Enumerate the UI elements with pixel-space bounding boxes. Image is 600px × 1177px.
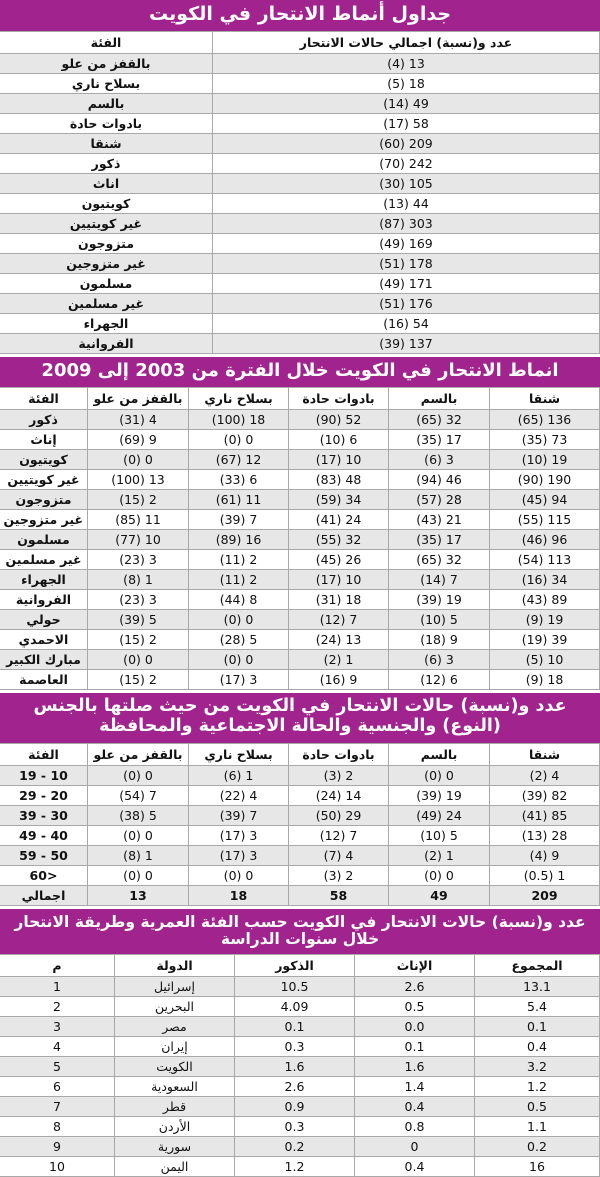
row-category-cell: بسلاح ناري: [0, 74, 213, 94]
table-3-col-hanging: شنقا: [490, 743, 600, 765]
table-row: [0, 1137, 600, 1157]
row-value-cell: 2 (3): [289, 865, 389, 885]
row-category-cell: 10 - 19: [0, 765, 88, 785]
row-value-cell: إسرائيل: [115, 977, 235, 997]
row-value-cell: 0.1: [475, 1017, 600, 1037]
row-value-cell: 0 (0): [189, 650, 289, 670]
row-value-cell: 0.1: [355, 1037, 475, 1057]
row-value-cell: 1 (8): [88, 570, 189, 590]
row-value-cell: 21 (43): [389, 510, 490, 530]
row-value-cell: 0 (0): [88, 450, 189, 470]
row-value-cell: الكويت: [115, 1057, 235, 1077]
row-value-cell: 0.2: [475, 1137, 600, 1157]
row-value-cell: 24 (41): [289, 510, 389, 530]
row-category-cell: غير مسلمين: [0, 550, 88, 570]
row-value-cell: 3 (23): [88, 590, 189, 610]
row-value-cell: 1 (2): [389, 845, 490, 865]
row-value-cell: 11 (61): [189, 490, 289, 510]
table-1-header-row: [0, 32, 600, 54]
row-value-cell: الأردن: [115, 1117, 235, 1137]
row-category-cell: حولي: [0, 610, 88, 630]
table-4-col-total: المجموع: [475, 955, 600, 977]
row-value-cell: 6 (33): [189, 470, 289, 490]
row-category-cell: 40 - 49: [0, 825, 88, 845]
table-row: [0, 530, 600, 550]
table-row: [0, 630, 600, 650]
row-value-cell: 4 (7): [289, 845, 389, 865]
table-2-col-sharp: بادوات حادة: [289, 388, 389, 410]
row-value-cell: 3 (6): [389, 650, 490, 670]
row-value-cell: 7 (12): [289, 610, 389, 630]
row-value-cell: 6 (12): [389, 670, 490, 690]
row-value-cell: 0 (0): [88, 865, 189, 885]
row-category-cell: العاصمة: [0, 670, 88, 690]
row-category-cell: كويتيون: [0, 450, 88, 470]
row-value-cell: 1.2: [235, 1157, 355, 1177]
row-value-cell: قطر: [115, 1097, 235, 1117]
table-3-body: [0, 765, 600, 905]
row-value-cell: 1 (6): [189, 765, 289, 785]
row-value-cell: 26 (45): [289, 550, 389, 570]
row-value-cell: 18 (5): [213, 74, 600, 94]
row-value-cell: 2 (15): [88, 490, 189, 510]
table-3-col-firearm: بسلاح ناري: [189, 743, 289, 765]
row-value-cell: 19 (39): [389, 785, 490, 805]
row-category-cell: غير كويتيين: [0, 470, 88, 490]
table-2-col-category: الفئة: [0, 388, 88, 410]
table-row: [0, 74, 600, 94]
table-row: [0, 1157, 600, 1177]
row-value-cell: 11 (85): [88, 510, 189, 530]
table-row: [0, 825, 600, 845]
row-value-cell: 0.2: [235, 1137, 355, 1157]
row-value-cell: 28 (57): [389, 490, 490, 510]
row-value-cell: 3 (17): [189, 825, 289, 845]
row-category-cell: 30 - 39: [0, 805, 88, 825]
row-category-cell: بادوات حادة: [0, 114, 213, 134]
row-value-cell: 1.4: [355, 1077, 475, 1097]
table-4-col-country: الدولة: [115, 955, 235, 977]
row-category-cell: غير كويتيين: [0, 214, 213, 234]
total-value-cell: 18: [189, 885, 289, 905]
row-value-cell: 12 (67): [189, 450, 289, 470]
row-value-cell: 5.4: [475, 997, 600, 1017]
table-2: [0, 387, 600, 690]
row-category-cell: شنقا: [0, 134, 213, 154]
table-row: [0, 590, 600, 610]
table-row: [0, 134, 600, 154]
table-row: [0, 94, 600, 114]
row-value-cell: 176 (51): [213, 294, 600, 314]
row-value-cell: 13 (4): [213, 54, 600, 74]
table-row: [0, 314, 600, 334]
table-row: [0, 430, 600, 450]
table-row: [0, 865, 600, 885]
row-value-cell: 0.0: [355, 1017, 475, 1037]
row-value-cell: 1 (2): [289, 650, 389, 670]
row-value-cell: 0.8: [355, 1117, 475, 1137]
row-value-cell: 0.4: [355, 1097, 475, 1117]
row-value-cell: 242 (70): [213, 154, 600, 174]
row-value-cell: 190 (90): [490, 470, 600, 490]
total-label-cell: اجمالي: [0, 885, 88, 905]
row-value-cell: السعودية: [115, 1077, 235, 1097]
row-value-cell: 58 (17): [213, 114, 600, 134]
row-value-cell: 96 (46): [490, 530, 600, 550]
row-category-cell: غير متزوجين: [0, 510, 88, 530]
row-value-cell: 3 (6): [389, 450, 490, 470]
row-category-cell: متزوجون: [0, 234, 213, 254]
table-row: [0, 410, 600, 430]
table-row: [0, 450, 600, 470]
table-2-body: [0, 410, 600, 690]
row-value-cell: 0 (0): [389, 865, 490, 885]
row-category-cell: بالسم: [0, 94, 213, 114]
table-3-header-row: [0, 743, 600, 765]
row-value-cell: 4: [0, 1037, 115, 1057]
row-category-cell: مسلمون: [0, 530, 88, 550]
row-value-cell: 73 (35): [490, 430, 600, 450]
table-4: [0, 954, 600, 1177]
row-value-cell: 5 (10): [389, 825, 490, 845]
table-4-col-index: م: [0, 955, 115, 977]
row-category-cell: اناث: [0, 174, 213, 194]
table-3-col-jumping: بالقفز من علو: [88, 743, 189, 765]
row-value-cell: اليمن: [115, 1157, 235, 1177]
row-category-cell: الفروانية: [0, 334, 213, 354]
row-value-cell: 3 (17): [189, 845, 289, 865]
row-category-cell: بالقفز من علو: [0, 54, 213, 74]
table-row: [0, 670, 600, 690]
table-2-header-row: [0, 388, 600, 410]
row-value-cell: 1.6: [355, 1057, 475, 1077]
row-value-cell: 17 (35): [389, 530, 490, 550]
row-value-cell: 19 (39): [389, 590, 490, 610]
row-value-cell: 28 (13): [490, 825, 600, 845]
row-value-cell: 18 (9): [490, 670, 600, 690]
table-row: [0, 114, 600, 134]
row-value-cell: 0 (0): [189, 610, 289, 630]
row-value-cell: 7 (39): [189, 510, 289, 530]
row-value-cell: 3.2: [475, 1057, 600, 1077]
row-category-cell: 50 - 59: [0, 845, 88, 865]
table-3-title: عدد و(نسبة) حالات الانتحار في الكويت من حيث صلتها بالجنس (النوع) والجنسية والحالة الاجتماعية والمحافظة: [0, 693, 600, 742]
row-value-cell: 1 (0.5): [490, 865, 600, 885]
row-value-cell: 2 (15): [88, 630, 189, 650]
row-category-cell: متزوجون: [0, 490, 88, 510]
row-value-cell: 4 (22): [189, 785, 289, 805]
row-category-cell: ذكور: [0, 154, 213, 174]
row-value-cell: 19 (9): [490, 610, 600, 630]
row-value-cell: 10 (5): [490, 650, 600, 670]
row-value-cell: 14 (24): [289, 785, 389, 805]
row-category-cell: الاحمدي: [0, 630, 88, 650]
table-row: [0, 1017, 600, 1037]
row-value-cell: 2 (11): [189, 570, 289, 590]
row-category-cell: مبارك الكبير: [0, 650, 88, 670]
table-row: [0, 54, 600, 74]
row-value-cell: 0.3: [235, 1037, 355, 1057]
row-value-cell: 89 (43): [490, 590, 600, 610]
row-category-cell: غير متزوجين: [0, 254, 213, 274]
row-value-cell: 16: [475, 1157, 600, 1177]
table-row: [0, 1057, 600, 1077]
table-row: [0, 650, 600, 670]
row-value-cell: 10: [0, 1157, 115, 1177]
row-value-cell: 5 (10): [389, 610, 490, 630]
table-2-col-poison: بالسم: [389, 388, 490, 410]
row-value-cell: 34 (59): [289, 490, 389, 510]
table-1-title: جداول أنماط الانتحار في الكويت: [0, 0, 600, 31]
row-value-cell: 52 (90): [289, 410, 389, 430]
table-row: [0, 470, 600, 490]
row-value-cell: 2 (15): [88, 670, 189, 690]
row-value-cell: 2 (3): [289, 765, 389, 785]
row-value-cell: 13.1: [475, 977, 600, 997]
row-value-cell: 9 (16): [289, 670, 389, 690]
row-value-cell: 9 (4): [490, 845, 600, 865]
row-value-cell: 1.1: [475, 1117, 600, 1137]
row-category-cell: كويتيون: [0, 194, 213, 214]
row-value-cell: 85 (41): [490, 805, 600, 825]
row-value-cell: 105 (30): [213, 174, 600, 194]
table-row: [0, 765, 600, 785]
row-value-cell: 0.1: [235, 1017, 355, 1037]
table-row: [0, 214, 600, 234]
row-value-cell: 94 (45): [490, 490, 600, 510]
row-value-cell: 0 (0): [389, 765, 490, 785]
total-value-cell: 13: [88, 885, 189, 905]
table-1: [0, 31, 600, 354]
row-value-cell: 8: [0, 1117, 115, 1137]
table-4-col-females: الإناث: [355, 955, 475, 977]
row-value-cell: 18 (31): [289, 590, 389, 610]
table-3: [0, 743, 600, 906]
row-value-cell: 1.2: [475, 1077, 600, 1097]
table-1-col-category: الفئة: [0, 32, 213, 54]
row-value-cell: 1.6: [235, 1057, 355, 1077]
row-value-cell: 0.9: [235, 1097, 355, 1117]
table-3-col-category: الفئة: [0, 743, 88, 765]
row-value-cell: 10 (77): [88, 530, 189, 550]
row-value-cell: 5 (39): [88, 610, 189, 630]
row-value-cell: 0: [355, 1137, 475, 1157]
row-value-cell: إيران: [115, 1037, 235, 1057]
row-value-cell: 7 (54): [88, 785, 189, 805]
row-value-cell: 0.5: [475, 1097, 600, 1117]
row-value-cell: 2: [0, 997, 115, 1017]
row-value-cell: 115 (55): [490, 510, 600, 530]
row-value-cell: 5 (28): [189, 630, 289, 650]
table-row: [0, 334, 600, 354]
row-category-cell: الجهراء: [0, 570, 88, 590]
table-4-col-males: الذكور: [235, 955, 355, 977]
total-value-cell: 58: [289, 885, 389, 905]
row-value-cell: 39 (19): [490, 630, 600, 650]
row-value-cell: البحرين: [115, 997, 235, 1017]
table-total-row: [0, 885, 600, 905]
row-value-cell: 0 (0): [189, 430, 289, 450]
table-row: [0, 490, 600, 510]
row-value-cell: 7 (12): [289, 825, 389, 845]
row-value-cell: 9 (69): [88, 430, 189, 450]
row-value-cell: 9 (18): [389, 630, 490, 650]
table-row: [0, 1097, 600, 1117]
row-value-cell: سورية: [115, 1137, 235, 1157]
row-value-cell: 16 (89): [189, 530, 289, 550]
row-value-cell: 169 (49): [213, 234, 600, 254]
row-value-cell: 8 (44): [189, 590, 289, 610]
row-category-cell: غير مسلمين: [0, 294, 213, 314]
row-value-cell: 0 (0): [189, 865, 289, 885]
row-value-cell: 32 (55): [289, 530, 389, 550]
row-value-cell: 136 (65): [490, 410, 600, 430]
table-3-col-sharp: بادوات حادة: [289, 743, 389, 765]
row-value-cell: 24 (49): [389, 805, 490, 825]
row-value-cell: 0.4: [355, 1157, 475, 1177]
row-value-cell: 0.4: [475, 1037, 600, 1057]
row-value-cell: 82 (39): [490, 785, 600, 805]
table-row: [0, 510, 600, 530]
row-value-cell: 7: [0, 1097, 115, 1117]
row-value-cell: 0.3: [235, 1117, 355, 1137]
total-value-cell: 209: [490, 885, 600, 905]
row-value-cell: 2 (11): [189, 550, 289, 570]
table-2-col-firearm: بسلاح ناري: [189, 388, 289, 410]
row-value-cell: 10 (17): [289, 570, 389, 590]
table-row: [0, 234, 600, 254]
row-value-cell: 9: [0, 1137, 115, 1157]
row-value-cell: 3 (17): [189, 670, 289, 690]
row-value-cell: 303 (87): [213, 214, 600, 234]
row-value-cell: 32 (65): [389, 550, 490, 570]
row-value-cell: 4 (2): [490, 765, 600, 785]
table-1-col-value: عدد و(نسبة) اجمالي حالات الانتحار: [213, 32, 600, 54]
table-row: [0, 294, 600, 314]
row-value-cell: 4.09: [235, 997, 355, 1017]
row-value-cell: 10 (17): [289, 450, 389, 470]
row-value-cell: مصر: [115, 1017, 235, 1037]
table-4-title: عدد و(نسبة) حالات الانتحار في الكويت حسب الفئة العمرية وطريقة الانتحار خلال سنوات الدراسة: [0, 909, 600, 955]
table-row: [0, 1077, 600, 1097]
row-value-cell: 13 (24): [289, 630, 389, 650]
row-value-cell: 19 (10): [490, 450, 600, 470]
table-row: [0, 154, 600, 174]
table-2-col-jumping: بالقفز من علو: [88, 388, 189, 410]
row-value-cell: 0 (0): [88, 825, 189, 845]
row-value-cell: 54 (16): [213, 314, 600, 334]
table-4-body: [0, 977, 600, 1177]
table-row: [0, 997, 600, 1017]
row-value-cell: 3: [0, 1017, 115, 1037]
row-value-cell: 6: [0, 1077, 115, 1097]
row-value-cell: 1 (8): [88, 845, 189, 865]
row-value-cell: 113 (54): [490, 550, 600, 570]
row-value-cell: 178 (51): [213, 254, 600, 274]
row-value-cell: 29 (50): [289, 805, 389, 825]
row-value-cell: 2.6: [355, 977, 475, 997]
row-value-cell: 10.5: [235, 977, 355, 997]
table-3-col-poison: بالسم: [389, 743, 490, 765]
row-value-cell: 32 (65): [389, 410, 490, 430]
row-value-cell: 7 (14): [389, 570, 490, 590]
total-value-cell: 49: [389, 885, 490, 905]
row-category-cell: <60: [0, 865, 88, 885]
table-row: [0, 845, 600, 865]
row-value-cell: 17 (35): [389, 430, 490, 450]
row-value-cell: 171 (49): [213, 274, 600, 294]
table-4-header-row: [0, 955, 600, 977]
table-row: [0, 194, 600, 214]
table-row: [0, 1037, 600, 1057]
row-category-cell: الجهراء: [0, 314, 213, 334]
row-value-cell: 0 (0): [88, 650, 189, 670]
row-value-cell: 1: [0, 977, 115, 997]
row-value-cell: 0.5: [355, 997, 475, 1017]
row-value-cell: 6 (10): [289, 430, 389, 450]
table-row: [0, 1117, 600, 1137]
table-row: [0, 570, 600, 590]
row-value-cell: 5 (38): [88, 805, 189, 825]
table-row: [0, 254, 600, 274]
row-value-cell: 0 (0): [88, 765, 189, 785]
table-row: [0, 174, 600, 194]
row-value-cell: 44 (13): [213, 194, 600, 214]
row-category-cell: الفروانية: [0, 590, 88, 610]
row-value-cell: 209 (60): [213, 134, 600, 154]
table-row: [0, 785, 600, 805]
row-value-cell: 2.6: [235, 1077, 355, 1097]
row-value-cell: 3 (23): [88, 550, 189, 570]
row-category-cell: إناث: [0, 430, 88, 450]
row-value-cell: 137 (39): [213, 334, 600, 354]
table-row: [0, 610, 600, 630]
table-2-col-hanging: شنقا: [490, 388, 600, 410]
table-2-title: انماط الانتحار في الكويت خلال الفترة من 2003 إلى 2009: [0, 357, 600, 387]
table-row: [0, 550, 600, 570]
row-value-cell: 34 (16): [490, 570, 600, 590]
row-value-cell: 49 (14): [213, 94, 600, 114]
row-value-cell: 7 (39): [189, 805, 289, 825]
table-row: [0, 805, 600, 825]
table-row: [0, 977, 600, 997]
row-category-cell: ذكور: [0, 410, 88, 430]
table-row: [0, 274, 600, 294]
row-value-cell: 4 (31): [88, 410, 189, 430]
table-1-body: [0, 54, 600, 354]
row-value-cell: 18 (100): [189, 410, 289, 430]
row-value-cell: 46 (94): [389, 470, 490, 490]
row-category-cell: 20 - 29: [0, 785, 88, 805]
row-value-cell: 13 (100): [88, 470, 189, 490]
row-value-cell: 5: [0, 1057, 115, 1077]
row-value-cell: 48 (83): [289, 470, 389, 490]
row-category-cell: مسلمون: [0, 274, 213, 294]
